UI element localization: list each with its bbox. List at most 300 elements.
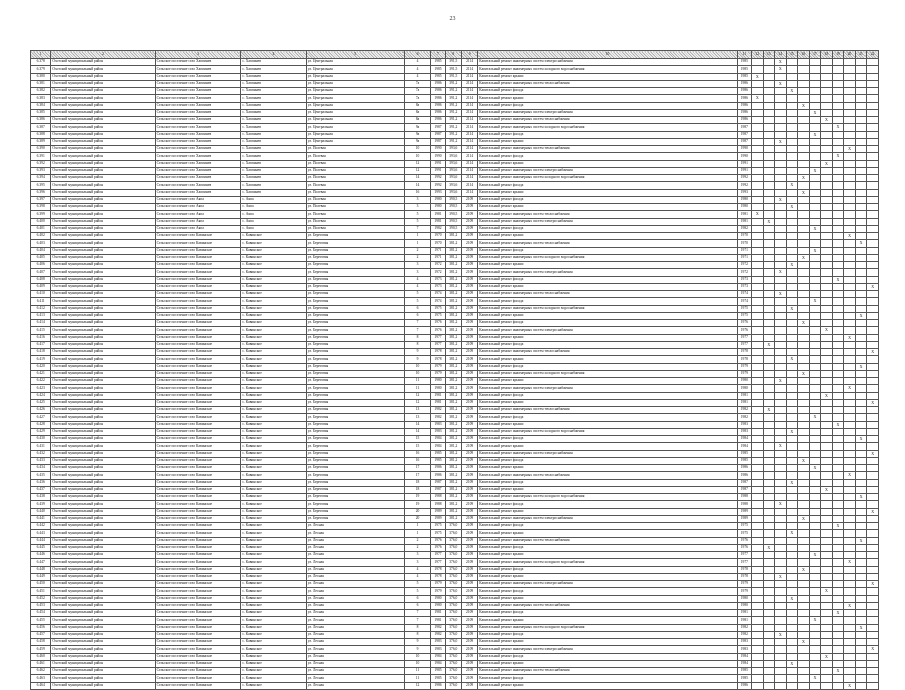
table-cell: с. Кавинское [241, 399, 306, 406]
table-cell-mark [821, 349, 833, 356]
table-cell: 6.415 [31, 327, 51, 334]
table-cell-mark [832, 602, 844, 609]
table-cell: Охотский муниципальный район [51, 501, 155, 508]
table-cell: 1986 [431, 95, 445, 102]
table-cell-mark [798, 138, 810, 145]
table-cell: 1984 [431, 443, 445, 450]
table-cell: 2114 [461, 59, 477, 66]
table-cell-mark [786, 392, 798, 399]
table-cell: 376,0 [445, 675, 461, 682]
table-cell: ул. Береговая [306, 428, 404, 435]
table-cell: Капитальный ремонт крыши [478, 682, 737, 689]
table-cell-mark [809, 240, 821, 247]
table-cell: 9 [404, 646, 431, 653]
table-cell: с. Кавинское [241, 668, 306, 675]
table-cell-mark [867, 320, 879, 327]
table-cell-mark [867, 262, 879, 269]
table-cell-mark [786, 378, 798, 385]
table-cell-mark [775, 225, 787, 232]
table-cell: 6.378 [31, 59, 51, 66]
table-cell-mark [752, 363, 764, 370]
table-cell-mark [775, 617, 787, 624]
table-cell: 6.384 [31, 102, 51, 109]
column-header-19: 19 [832, 51, 844, 59]
table-cell-mark [867, 407, 879, 414]
table-cell: 1989 [737, 508, 751, 515]
table-cell-mark [821, 305, 833, 312]
column-header-2: 2 [51, 51, 155, 59]
table-cell: 17 [404, 465, 431, 472]
table-cell-mark [844, 508, 856, 515]
table-cell: 381,2 [445, 312, 461, 319]
table-cell: с. Кавинское [241, 581, 306, 588]
table-cell: 6.455 [31, 617, 51, 624]
table-cell: с. Хаппинев [241, 102, 306, 109]
table-cell-mark [832, 385, 844, 392]
table-cell: с. Кавинское [241, 312, 306, 319]
table-cell-mark [798, 588, 810, 595]
table-cell: 6.451 [31, 588, 51, 595]
table-row [31, 646, 879, 653]
table-cell-mark [786, 588, 798, 595]
table-cell: ул. Береговая [306, 298, 404, 305]
table-cell: 2109 [461, 639, 477, 646]
table-cell-mark [798, 211, 810, 218]
table-cell-mark [798, 66, 810, 73]
table-cell: 381,2 [445, 298, 461, 305]
table-cell-mark [855, 189, 867, 196]
table-cell: 9а [404, 138, 431, 145]
table-cell-mark [844, 276, 856, 283]
table-cell-mark [775, 566, 787, 573]
table-cell: Капитальный ремонт фасада [478, 320, 737, 327]
table-cell-mark [832, 218, 844, 225]
table-row [31, 660, 879, 667]
table-cell: с. Кавинское [241, 254, 306, 261]
table-cell-mark: X [798, 457, 810, 464]
table-cell-mark [752, 407, 764, 414]
table-cell-mark [855, 515, 867, 522]
column-header-14: 14 [775, 51, 787, 59]
table-cell-mark [844, 298, 856, 305]
table-cell-mark [775, 124, 787, 131]
table-cell: Капитальный ремонт фасада [478, 341, 737, 348]
table-cell-mark [809, 175, 821, 182]
table-cell: Охотский муниципальный район [51, 385, 155, 392]
table-cell-mark [832, 595, 844, 602]
table-cell: 391,2 [445, 80, 461, 87]
table-cell: 5 [404, 588, 431, 595]
table-cell: 1975 [737, 523, 751, 530]
table-cell: ул. Полевая [306, 204, 404, 211]
table-cell: Сельское поселение село Кавинское [155, 392, 241, 399]
table-cell-mark [752, 204, 764, 211]
table-cell-mark [855, 457, 867, 464]
table-cell-mark: X [855, 624, 867, 631]
table-cell-mark [832, 102, 844, 109]
table-cell-mark [763, 327, 775, 334]
table-cell: 381,2 [445, 450, 461, 457]
table-cell: 1979 [737, 363, 751, 370]
table-cell-mark [855, 276, 867, 283]
table-cell-mark [855, 581, 867, 588]
table-cell: 2109 [461, 436, 477, 443]
table-cell: Охотский муниципальный район [51, 189, 155, 196]
table-cell: Охотский муниципальный район [51, 327, 155, 334]
table-cell-mark [844, 349, 856, 356]
table-cell-mark [752, 341, 764, 348]
table-row [31, 457, 879, 464]
table-cell-mark [752, 283, 764, 290]
table-cell: ул. Береговая [306, 334, 404, 341]
table-cell-mark [763, 167, 775, 174]
table-cell-mark [798, 617, 810, 624]
table-cell-mark [786, 602, 798, 609]
table-cell-mark [832, 59, 844, 66]
table-cell: 381,2 [445, 269, 461, 276]
table-cell-mark [752, 414, 764, 421]
table-cell-mark [809, 211, 821, 218]
table-cell: Сельское поселение село Кавинское [155, 552, 241, 559]
table-cell: 2109 [461, 341, 477, 348]
table-cell: 2109 [461, 443, 477, 450]
table-cell: 376,0 [445, 660, 461, 667]
table-cell-mark [821, 595, 833, 602]
table-cell: Охотский муниципальный район [51, 523, 155, 530]
table-cell-mark [763, 88, 775, 95]
table-cell: 6.416 [31, 334, 51, 341]
table-cell: Сельское поселение село Хаппинев [155, 175, 241, 182]
table-cell: 2109 [461, 595, 477, 602]
table-cell-mark [855, 472, 867, 479]
table-cell-mark [775, 95, 787, 102]
table-cell: Сельское поселение село Хаппинев [155, 109, 241, 116]
table-cell-mark [809, 501, 821, 508]
table-cell-mark [844, 428, 856, 435]
table-cell: 1983 [737, 639, 751, 646]
table-cell: 1974 [737, 298, 751, 305]
table-cell-mark [809, 530, 821, 537]
table-cell: 2109 [461, 414, 477, 421]
table-cell: с. Аяпа [241, 225, 306, 232]
table-cell: 2109 [461, 559, 477, 566]
table-cell-mark [775, 204, 787, 211]
table-cell: 10 [404, 660, 431, 667]
table-cell-mark [821, 421, 833, 428]
table-row [31, 443, 879, 450]
table-cell-mark: X [763, 218, 775, 225]
table-cell: 1984 [431, 653, 445, 660]
table-cell: 6.408 [31, 276, 51, 283]
table-cell-mark [809, 138, 821, 145]
table-cell: 1991 [431, 167, 445, 174]
table-cell-mark [821, 283, 833, 290]
table-cell: Сельское поселение село Кавинское [155, 675, 241, 682]
table-cell-mark [809, 218, 821, 225]
table-cell: ул. Береговая [306, 450, 404, 457]
table-cell-mark [867, 305, 879, 312]
table-cell-mark [821, 334, 833, 341]
table-cell-mark [786, 189, 798, 196]
table-cell: 1984 [737, 653, 751, 660]
table-cell: 2109 [461, 291, 477, 298]
table-cell: 1986 [737, 102, 751, 109]
table-cell: ул. Береговая [306, 349, 404, 356]
table-cell-mark [775, 479, 787, 486]
table-cell-mark [821, 233, 833, 240]
table-cell: 1985 [737, 66, 751, 73]
table-cell-mark [844, 660, 856, 667]
table-cell: 381,2 [445, 341, 461, 348]
table-cell: с. Кавинское [241, 479, 306, 486]
table-cell: 1979 [737, 370, 751, 377]
table-cell: ул. Лесная [306, 573, 404, 580]
table-cell-mark [809, 660, 821, 667]
table-cell-mark [832, 160, 844, 167]
table-cell-mark [809, 356, 821, 363]
table-cell-mark [752, 486, 764, 493]
table-cell: 1979 [431, 588, 445, 595]
table-cell: Капитальный ремонт инженерных систем холодного водоснабжения [478, 66, 737, 73]
table-cell: Капитальный ремонт крыши [478, 204, 737, 211]
table-cell: ул. Центральная [306, 95, 404, 102]
table-cell-mark [786, 363, 798, 370]
table-cell-mark [867, 479, 879, 486]
table-cell: 1991 [431, 160, 445, 167]
table-cell-mark: X [763, 544, 775, 551]
table-cell: с. Кавинское [241, 544, 306, 551]
table-cell: Капитальный ремонт инженерных систем теплоснабжения [478, 668, 737, 675]
table-cell-mark: X [809, 167, 821, 174]
table-cell-mark [786, 436, 798, 443]
table-cell-mark [844, 196, 856, 203]
table-cell-mark [752, 370, 764, 377]
table-cell: Капитальный ремонт крыши [478, 262, 737, 269]
table-cell-mark [821, 610, 833, 617]
column-header-8: 8 [445, 51, 461, 59]
table-cell-mark [786, 407, 798, 414]
table-cell: Сельское поселение село Хаппинев [155, 153, 241, 160]
table-cell-mark [798, 59, 810, 66]
table-cell-mark [821, 559, 833, 566]
table-cell-mark [786, 66, 798, 73]
table-cell-mark [832, 428, 844, 435]
table-cell-mark [775, 73, 787, 80]
table-cell-mark: X [867, 646, 879, 653]
table-cell: Охотский муниципальный район [51, 276, 155, 283]
table-cell: Сельское поселение село Кавинское [155, 428, 241, 435]
table-cell-mark [775, 407, 787, 414]
table-row [31, 668, 879, 675]
table-cell: Охотский муниципальный район [51, 80, 155, 87]
table-cell-mark [798, 436, 810, 443]
table-cell-mark [763, 631, 775, 638]
table-cell: ул. Лесная [306, 530, 404, 537]
table-row [31, 428, 879, 435]
table-cell-mark [809, 378, 821, 385]
table-cell-mark [752, 668, 764, 675]
table-row [31, 421, 879, 428]
table-cell: 1980 [431, 602, 445, 609]
table-cell-mark [752, 436, 764, 443]
table-cell: Сельское поселение село Кавинское [155, 559, 241, 566]
table-cell: Сельское поселение село Кавинское [155, 349, 241, 356]
table-cell: Охотский муниципальный район [51, 283, 155, 290]
table-cell: ул. Лесная [306, 610, 404, 617]
table-cell: 1983 [737, 421, 751, 428]
table-cell-mark [809, 363, 821, 370]
table-cell-mark [821, 508, 833, 515]
table-cell: 1971 [431, 254, 445, 261]
table-cell: 381,2 [445, 479, 461, 486]
table-cell-mark [821, 363, 833, 370]
table-cell: с. Кавинское [241, 660, 306, 667]
table-cell: Охотский муниципальный район [51, 378, 155, 385]
table-cell-mark [844, 646, 856, 653]
table-cell: 7 [404, 225, 431, 232]
table-body [31, 59, 879, 690]
table-cell: 1975 [431, 530, 445, 537]
table-cell-mark [844, 617, 856, 624]
table-cell-mark [798, 573, 810, 580]
table-cell-mark [763, 682, 775, 689]
table-cell-mark [798, 486, 810, 493]
table-cell-mark [867, 392, 879, 399]
table-cell: Сельское поселение село Кавинское [155, 508, 241, 515]
table-cell-mark [775, 508, 787, 515]
table-cell: 6.425 [31, 399, 51, 406]
table-cell: 2109 [461, 276, 477, 283]
table-cell: 376,0 [445, 544, 461, 551]
table-cell: 11 [404, 668, 431, 675]
table-cell-mark [821, 523, 833, 530]
table-cell-mark [763, 414, 775, 421]
table-cell: Охотский муниципальный район [51, 175, 155, 182]
table-cell: 6.398 [31, 204, 51, 211]
table-cell-mark [798, 450, 810, 457]
table-cell-mark [752, 254, 764, 261]
table-cell: ул. Береговая [306, 240, 404, 247]
table-cell-mark [821, 211, 833, 218]
table-cell: 18 [404, 486, 431, 493]
table-cell-mark [821, 167, 833, 174]
table-cell-mark [844, 204, 856, 211]
table-row [31, 479, 879, 486]
table-cell: 2109 [461, 610, 477, 617]
table-cell-mark [832, 436, 844, 443]
table-cell: 7а [404, 95, 431, 102]
table-cell-mark [855, 414, 867, 421]
table-row [31, 305, 879, 312]
table-cell-mark [775, 167, 787, 174]
table-cell-mark [798, 283, 810, 290]
table-cell: Сельское поселение село Кавинское [155, 240, 241, 247]
table-cell: 1988 [737, 494, 751, 501]
table-cell-mark [855, 501, 867, 508]
table-cell-mark [832, 138, 844, 145]
table-cell: 6.409 [31, 283, 51, 290]
table-cell: 391,2 [445, 124, 461, 131]
table-cell: Охотский муниципальный район [51, 320, 155, 327]
table-cell-mark [867, 486, 879, 493]
table-cell-mark [763, 479, 775, 486]
table-cell-mark [809, 407, 821, 414]
table-cell-mark [844, 566, 856, 573]
table-cell-mark [809, 559, 821, 566]
table-cell: 2109 [461, 581, 477, 588]
table-cell-mark [798, 182, 810, 189]
table-cell: с. Кавинское [241, 327, 306, 334]
table-cell: ул. Береговая [306, 378, 404, 385]
table-cell-mark [763, 537, 775, 544]
table-cell-mark [844, 370, 856, 377]
table-cell-mark [752, 566, 764, 573]
table-cell-mark [832, 247, 844, 254]
table-row [31, 160, 879, 167]
table-cell: Сельское поселение село Кавинское [155, 276, 241, 283]
table-cell: 14 [404, 182, 431, 189]
table-cell: Сельское поселение село Кавинское [155, 457, 241, 464]
table-cell: 2109 [461, 660, 477, 667]
table-cell: 10 [404, 146, 431, 153]
table-cell-mark [809, 443, 821, 450]
table-cell: ул. Береговая [306, 247, 404, 254]
table-cell: 6.382 [31, 88, 51, 95]
table-cell: ул. Полевая [306, 182, 404, 189]
table-cell-mark [844, 153, 856, 160]
table-cell: Сельское поселение село Кавинское [155, 472, 241, 479]
table-cell-mark [821, 276, 833, 283]
table-cell-mark [844, 262, 856, 269]
table-cell-mark [832, 515, 844, 522]
table-cell: 381,2 [445, 428, 461, 435]
table-cell-mark [786, 59, 798, 66]
table-cell: 381,2 [445, 399, 461, 406]
table-cell: Охотский муниципальный район [51, 349, 155, 356]
table-cell-mark [775, 327, 787, 334]
table-cell-mark [798, 349, 810, 356]
table-cell-mark [786, 160, 798, 167]
table-cell: с. Кавинское [241, 370, 306, 377]
table-cell-mark [763, 675, 775, 682]
table-cell-mark [798, 276, 810, 283]
table-cell: 381,2 [445, 291, 461, 298]
table-cell: 10 [404, 153, 431, 160]
table-cell: 1982 [431, 624, 445, 631]
table-cell-mark [752, 501, 764, 508]
table-cell: Сельское поселение село Хаппинев [155, 59, 241, 66]
table-cell-mark [832, 370, 844, 377]
table-cell: Охотский муниципальный район [51, 436, 155, 443]
table-cell: с. Хаппинев [241, 88, 306, 95]
table-cell: 391,2 [445, 88, 461, 95]
table-cell-mark [832, 450, 844, 457]
table-row [31, 312, 879, 319]
table-cell-mark [798, 73, 810, 80]
table-cell: ул. Лесная [306, 602, 404, 609]
table-cell: 1975 [431, 312, 445, 319]
table-cell-mark [821, 428, 833, 435]
table-cell-mark [752, 631, 764, 638]
table-cell: 390,5 [445, 225, 461, 232]
table-cell-mark [752, 312, 764, 319]
table-cell: Сельское поселение село Кавинское [155, 530, 241, 537]
table-cell: Капитальный ремонт инженерных систем электроснабжения [478, 218, 737, 225]
table-cell-mark: X [798, 320, 810, 327]
table-cell-mark [855, 175, 867, 182]
table-cell-mark [798, 624, 810, 631]
table-cell: 376,0 [445, 588, 461, 595]
